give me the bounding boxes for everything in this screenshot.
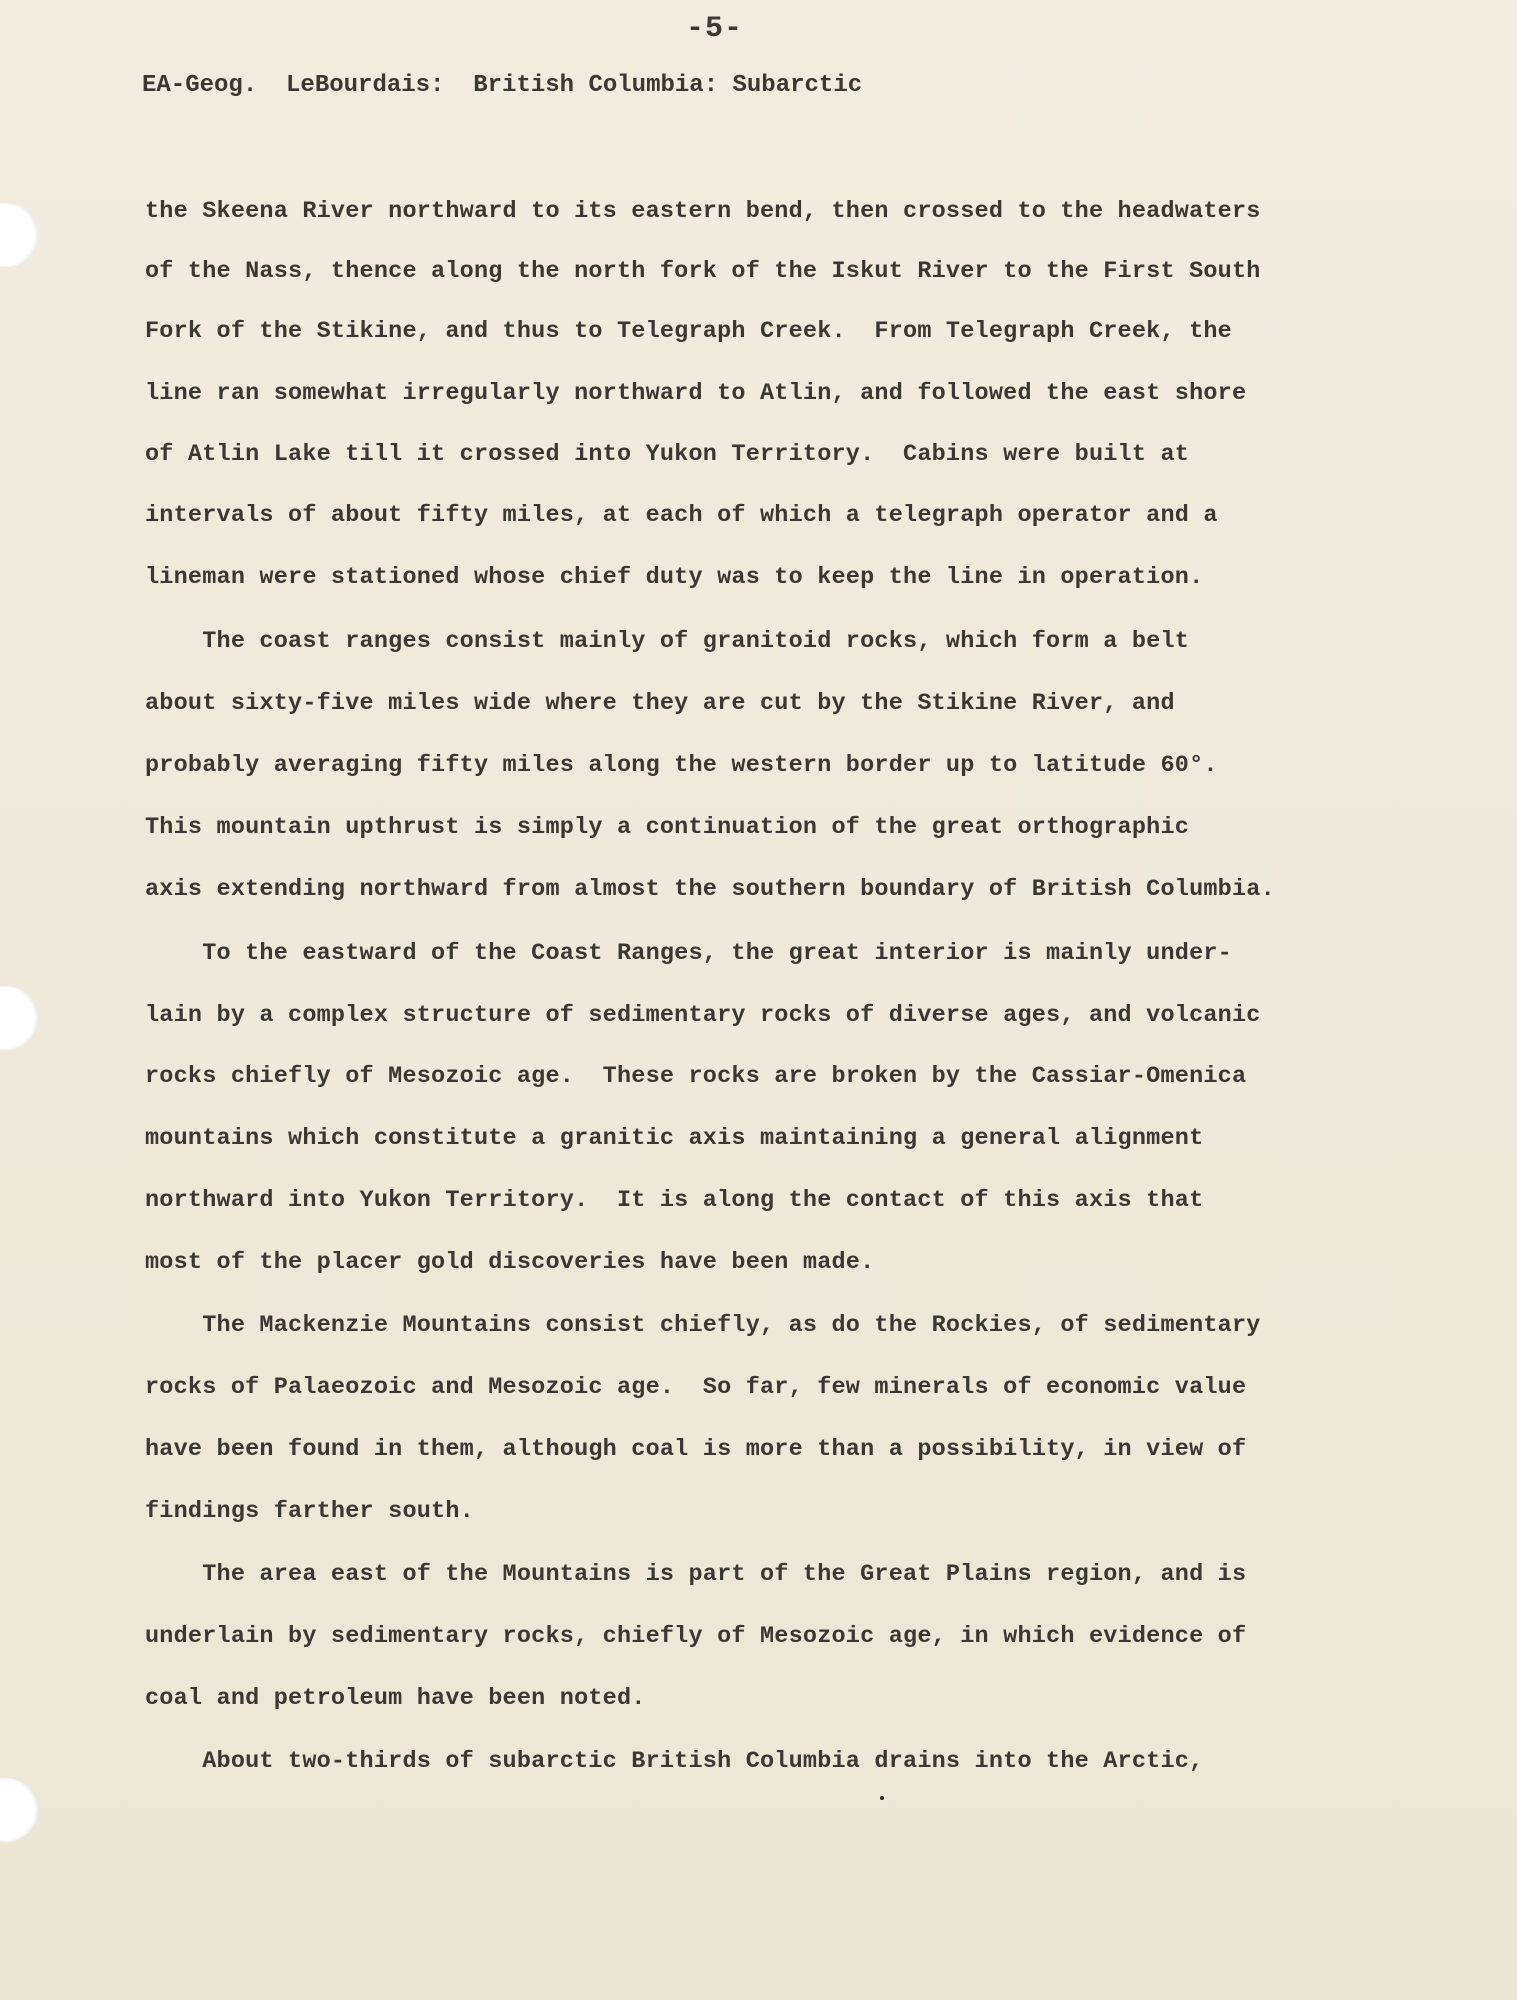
text-line: line ran somewhat irregularly northward to Atlin, and followed the east shore — [145, 380, 1247, 407]
text-line: The coast ranges consist mainly of granitoid rocks, which form a belt — [145, 628, 1190, 655]
punch-hole-bottom — [0, 1778, 38, 1842]
text-line: About two-thirds of subarctic British Columbia drains into the Arctic, — [145, 1748, 1204, 1775]
text-line: mountains which constitute a granitic axis maintaining a general alignment — [145, 1125, 1204, 1152]
text-line: findings farther south. — [145, 1498, 474, 1525]
text-line: axis extending northward from almost the southern boundary of British Columbia. — [145, 876, 1275, 903]
text-line: rocks of Palaeozoic and Mesozoic age. So far, few minerals of economic value — [145, 1374, 1247, 1401]
text-line: To the eastward of the Coast Ranges, the great interior is mainly under- — [145, 940, 1232, 967]
text-line: The area east of the Mountains is part of the Great Plains region, and is — [145, 1561, 1247, 1588]
running-header: EA-Geog. LeBourdais: British Columbia: Subarctic — [142, 72, 863, 99]
text-line: about sixty-five miles wide where they are cut by the Stikine River, and — [145, 690, 1175, 717]
text-line: of the Nass, thence along the north fork of the Iskut River to the First South — [145, 258, 1261, 285]
ink-speck — [880, 1796, 884, 1800]
text-line: probably averaging fifty miles along the western border up to latitude 60°. — [145, 752, 1218, 779]
text-line: coal and petroleum have been noted. — [145, 1685, 646, 1712]
text-line: lain by a complex structure of sedimentary rocks of diverse ages, and volcanic — [145, 1002, 1261, 1029]
text-line: have been found in them, although coal is more than a possibility, in view of — [145, 1436, 1247, 1463]
punch-hole-top — [0, 203, 38, 267]
punch-hole-middle — [0, 986, 38, 1050]
text-line: intervals of about fifty miles, at each of which a telegraph operator and a — [145, 502, 1218, 529]
text-line: The Mackenzie Mountains consist chiefly, as do the Rockies, of sedimentary — [145, 1312, 1261, 1339]
text-line: the Skeena River northward to its eastern bend, then crossed to the headwaters — [145, 198, 1261, 225]
text-line: underlain by sedimentary rocks, chiefly of Mesozoic age, in which evidence of — [145, 1623, 1247, 1650]
text-line: northward into Yukon Territory. It is along the contact of this axis that — [145, 1187, 1204, 1214]
page-number: -5- — [686, 12, 744, 46]
text-line: rocks chiefly of Mesozoic age. These rocks are broken by the Cassiar-Omenica — [145, 1063, 1247, 1090]
text-line: Fork of the Stikine, and thus to Telegraph Creek. From Telegraph Creek, the — [145, 318, 1232, 345]
text-line: lineman were stationed whose chief duty was to keep the line in operation. — [145, 564, 1204, 591]
text-line: most of the placer gold discoveries have been made. — [145, 1249, 875, 1276]
text-line: of Atlin Lake till it crossed into Yukon Territory. Cabins were built at — [145, 441, 1190, 468]
text-line: This mountain upthrust is simply a continuation of the great orthographic — [145, 814, 1190, 841]
